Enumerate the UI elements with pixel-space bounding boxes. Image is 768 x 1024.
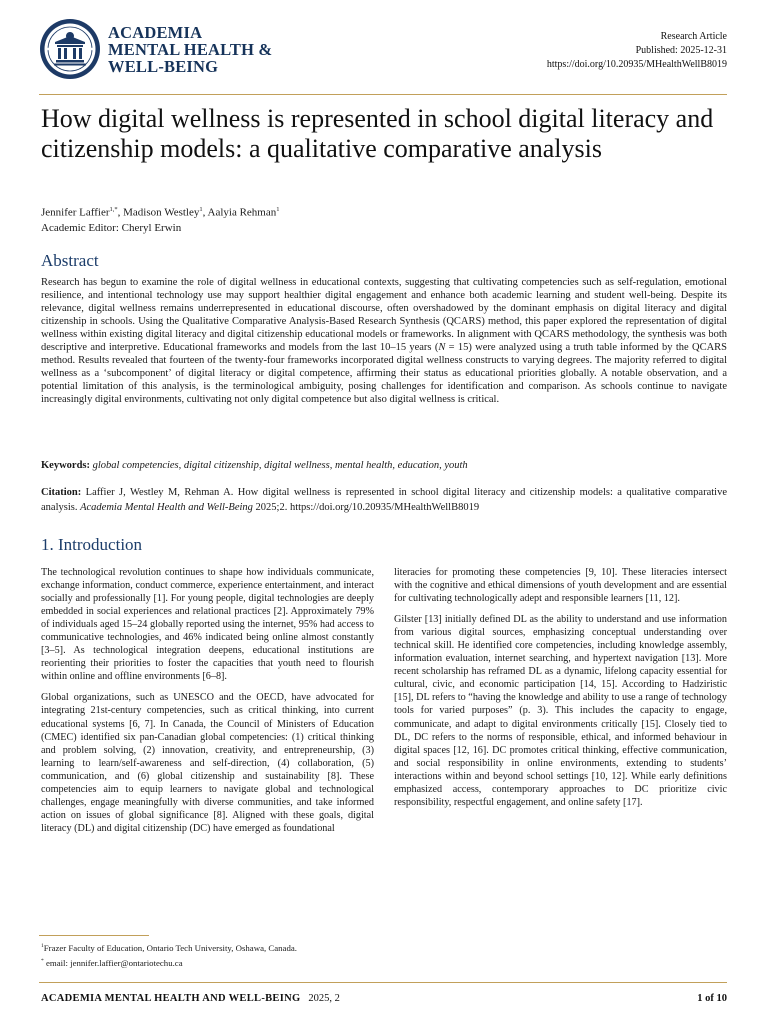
citation-label: Citation: xyxy=(41,487,82,498)
author-list xyxy=(41,203,280,220)
keywords-label: Keywords: xyxy=(41,460,90,471)
header-divider xyxy=(39,94,727,95)
doi-link[interactable]: https://doi.org/10.20935/MHealthWellB8019 xyxy=(546,59,727,70)
footer-journal-name: ACADEMIA MENTAL HEALTH AND WELL-BEING xyxy=(41,993,301,1004)
footnote-divider xyxy=(39,935,149,936)
author-name[interactable]: Madison Westley xyxy=(123,206,200,219)
affiliation-marker: 1 xyxy=(41,943,44,949)
intro-paragraph: Gilster [13] initially defined DL as the ability to understand and use information from various digital sources, emphasizing conceptual understanding over technical skill. He identified core competencies, including knowledge assembly, information evaluation, internet searching, and hypertext navigation [13]. More recent scholarship has reframed DL as a dynamic, lifelong capacity essential for cultural, civic, and economic participation [14, 15]. According to Hadziristic [15], DL refers to “having the knowledge and ability to use a range of technology tools for varied purposes” (p. 3). This includes the capacity to engage, communicate, and adapt to digital environments critically [15]. Closely tied to DL, DC refers to the norms of responsible, ethical, and informed behaviour in digital spaces [12, 16]. DC promotes critical thinking, effective communication, and social responsibility in online environments, extending to students’ interactions within and beyond school settings [10, 12]. While early definitions emphasized access, contemporary approaches to DC prioritize civic responsibility, respectful engagement, and online safety [17]. xyxy=(394,614,727,808)
academic-editor: Academic Editor: Cheryl Erwin xyxy=(41,222,182,234)
keywords xyxy=(41,459,727,472)
affiliation-text: Frazer Faculty of Education, Ontario Tech University, Oshawa, Canada. xyxy=(43,942,297,953)
footer-journal xyxy=(41,993,340,1004)
keywords-text: global competencies, digital citizenship, digital wellness, mental health, education, youth xyxy=(92,460,468,471)
footer-volume: 2025, 2 xyxy=(308,993,340,1004)
author-affiliation-marker: 1,* xyxy=(109,206,118,213)
citation-journal: Academia Mental Health and Well-Being xyxy=(80,501,253,513)
affiliation-footnote xyxy=(41,940,541,955)
abstract-text-part-2: = 15) were analyzed using a truth table informed by the QCARS method. Results revealed that fourteen of the twenty-four frameworks incorporated digital wellness constructs to varying degrees. The majority referred to digital wellness as a ‘subcomponent’ of digital literacy or digital competence, affirming their status as educational priorities globally. A notable observation, and a potential limitation of this analysis, is the terminological ambiguity, posing challenges for identification and comparison. As schools continue to navigate increasingly digital environments, cultivating not only digital competence but also digital wellness is critical. xyxy=(41,342,727,406)
journal-name xyxy=(108,24,308,75)
article-title: How digital wellness is represented in school digital literacy and citizenship models: a qualitative comparative analysis xyxy=(41,104,714,163)
page-number: 1 of 10 xyxy=(697,993,727,1004)
published-date: Published: 2025-12-31 xyxy=(635,45,727,56)
intro-paragraph: literacies for promoting these competencies [9, 10]. These literacies intersect with the cognitive and ethical dimensions of youth development and are essential for cultivating technologically adept and responsible learners [11, 12]. xyxy=(394,567,727,605)
author-name[interactable]: Aalyia Rehman xyxy=(207,206,277,219)
author-name[interactable]: Jennifer Laffier xyxy=(41,206,110,219)
intro-paragraph: The technological revolution continues to shape how individuals communicate, exchange information, conduct commerce, experience entertainment, and interact socially and professionally [1]. For young people, digital technologies are deeply embedded in social experiences and relational practices [2]. Approximately 79% of individuals aged 15–24 globally reported using the internet, 95% had access to communicative technologies, and 46% indicated being online almost constantly [3–5]. As technological integration deepens, educational institutions are reorienting their priorities to foster the capacities that youth need to flourish within online and offline environments [6–8]. xyxy=(41,567,374,683)
citation xyxy=(41,486,727,515)
introduction-heading: 1. Introduction xyxy=(41,535,143,554)
footnotes xyxy=(41,940,541,970)
journal-name-line-3: WELL-BEING xyxy=(108,57,219,76)
abstract-text-part-1: Research has begun to examine the role of digital wellness in educational contexts, suggesting that cultivating competencies such as self-regulation, emotional resilience, and intentional technology use may support healthier digital engagement and enhance both academic learning and student well-being. Despite its relevance, digital wellness remains underrepresented in educational discourse, often overshadowed by the dominant emphasis on digital literacy and digital citizenship in schools. Using the Qualitative Comparative Analysis-Based Research Synthesis (QCARS) method, this paper explored the representation of digital wellness within existing digital literacy and digital citizenship educational models or frameworks. In alignment with QCARS methodology, the synthesis was both descriptive and interpretive. Educational frameworks and models from the last 10–15 years ( xyxy=(41,277,727,354)
intro-right-column xyxy=(394,566,727,817)
email-footnote xyxy=(41,955,541,970)
footer-divider xyxy=(39,982,727,983)
abstract-text xyxy=(41,276,727,406)
author-affiliation-marker: 1 xyxy=(276,206,280,213)
abstract-heading: Abstract xyxy=(41,251,99,270)
author-separator: , xyxy=(117,206,124,219)
academia-seal-logo-icon xyxy=(39,18,101,80)
citation-text: Laffier J, Westley M, Rehman A. How digital wellness is represented in school digital literacy and citizenship models: a qualitative comparative analysis. xyxy=(41,487,727,513)
article-type: Research Article xyxy=(660,31,727,42)
intro-left-column xyxy=(41,566,374,843)
journal-name-line-1: ACADEMIA xyxy=(108,23,203,42)
citation-doi[interactable]: 2025;2. https://doi.org/10.20935/MHealthWellB8019 xyxy=(255,501,480,513)
email-text[interactable]: email: jennifer.laffier@ontariotechu.ca xyxy=(45,957,183,968)
intro-paragraph: Global organizations, such as UNESCO and the OECD, have advocated for integrating 21st-century competencies, such as critical thinking, into current educational systems [6, 7]. In Canada, the Council of Ministers of Education (CMEC) identified six pan-Canadian global competencies: (1) critical thinking and problem solving, (2) innovation, creativity, and entrepreneurship, (3) learning to learn/self-awareness and self-direction, (4) collaboration, (5) communication, and (6) global citizenship and sustainability [8]. These competencies aim to equip learners to navigate global and technological challenges, engage meaningfully with diverse communities, and take informed action on issues of global significance [8]. Aligned with these goals, digital literacy (DL) and digital citizenship (DC) have emerged as foundational xyxy=(41,692,374,834)
article-meta xyxy=(547,30,727,72)
email-marker: * xyxy=(41,957,44,964)
author-separator: , xyxy=(202,206,208,219)
abstract-n-symbol: N xyxy=(438,342,446,354)
author-affiliation-marker: 1 xyxy=(199,206,203,213)
journal-name-line-2: MENTAL HEALTH & xyxy=(108,40,273,59)
